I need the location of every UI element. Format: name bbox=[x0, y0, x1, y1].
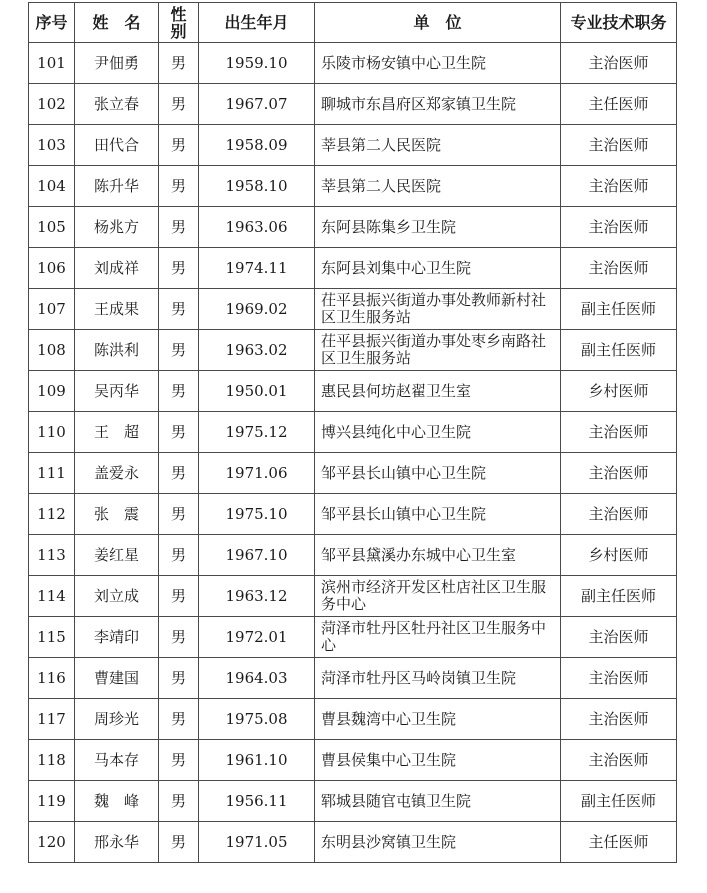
table-row bbox=[29, 699, 677, 740]
cell-gender: 男 bbox=[159, 43, 199, 84]
personnel-table-sheet bbox=[28, 2, 677, 863]
cell-unit: 曹县魏湾中心卫生院 bbox=[315, 699, 561, 740]
cell-professional-title: 副主任医师 bbox=[561, 289, 677, 330]
cell-gender: 男 bbox=[159, 289, 199, 330]
cell-name: 马本存 bbox=[75, 740, 159, 781]
table-row bbox=[29, 453, 677, 494]
cell-unit: 茌平县振兴街道办事处教师新村社区卫生服务站 bbox=[315, 289, 561, 330]
header-serial-number: 序号 bbox=[29, 3, 75, 43]
cell-birth-date: 1956.11 bbox=[199, 781, 315, 822]
cell-professional-title: 主治医师 bbox=[561, 494, 677, 535]
table-header-row bbox=[29, 3, 677, 43]
cell-serial-number: 113 bbox=[29, 535, 75, 576]
cell-gender: 男 bbox=[159, 125, 199, 166]
cell-gender: 男 bbox=[159, 330, 199, 371]
cell-serial-number: 115 bbox=[29, 617, 75, 658]
cell-unit: 博兴县纯化中心卫生院 bbox=[315, 412, 561, 453]
cell-name: 刘成祥 bbox=[75, 248, 159, 289]
cell-birth-date: 1963.02 bbox=[199, 330, 315, 371]
cell-name: 曹建国 bbox=[75, 658, 159, 699]
cell-unit: 莘县第二人民医院 bbox=[315, 125, 561, 166]
cell-birth-date: 1961.10 bbox=[199, 740, 315, 781]
cell-professional-title: 主任医师 bbox=[561, 84, 677, 125]
cell-unit: 菏泽市牡丹区马岭岗镇卫生院 bbox=[315, 658, 561, 699]
cell-name: 尹佃勇 bbox=[75, 43, 159, 84]
cell-serial-number: 112 bbox=[29, 494, 75, 535]
table-row bbox=[29, 43, 677, 84]
cell-professional-title: 主治医师 bbox=[561, 740, 677, 781]
table-row bbox=[29, 576, 677, 617]
cell-professional-title: 主治医师 bbox=[561, 43, 677, 84]
cell-name: 盖爱永 bbox=[75, 453, 159, 494]
cell-unit: 东明县沙窝镇卫生院 bbox=[315, 822, 561, 863]
cell-unit: 聊城市东昌府区郑家镇卫生院 bbox=[315, 84, 561, 125]
cell-birth-date: 1975.10 bbox=[199, 494, 315, 535]
table-row bbox=[29, 330, 677, 371]
cell-unit: 邹平县黛溪办东城中心卫生室 bbox=[315, 535, 561, 576]
cell-professional-title: 主治医师 bbox=[561, 699, 677, 740]
table-row bbox=[29, 166, 677, 207]
table-row bbox=[29, 84, 677, 125]
cell-serial-number: 101 bbox=[29, 43, 75, 84]
cell-gender: 男 bbox=[159, 740, 199, 781]
cell-serial-number: 104 bbox=[29, 166, 75, 207]
cell-birth-date: 1950.01 bbox=[199, 371, 315, 412]
table-row bbox=[29, 658, 677, 699]
cell-gender: 男 bbox=[159, 453, 199, 494]
cell-serial-number: 108 bbox=[29, 330, 75, 371]
cell-gender: 男 bbox=[159, 166, 199, 207]
cell-birth-date: 1959.10 bbox=[199, 43, 315, 84]
header-name: 姓 名 bbox=[75, 3, 159, 43]
cell-birth-date: 1975.12 bbox=[199, 412, 315, 453]
cell-unit: 曹县侯集中心卫生院 bbox=[315, 740, 561, 781]
cell-birth-date: 1975.08 bbox=[199, 699, 315, 740]
table-row bbox=[29, 740, 677, 781]
cell-unit: 东阿县陈集乡卫生院 bbox=[315, 207, 561, 248]
cell-serial-number: 114 bbox=[29, 576, 75, 617]
cell-birth-date: 1971.05 bbox=[199, 822, 315, 863]
cell-unit: 惠民县何坊赵翟卫生室 bbox=[315, 371, 561, 412]
table-row bbox=[29, 535, 677, 576]
cell-birth-date: 1958.09 bbox=[199, 125, 315, 166]
cell-gender: 男 bbox=[159, 494, 199, 535]
cell-gender: 男 bbox=[159, 576, 199, 617]
cell-serial-number: 105 bbox=[29, 207, 75, 248]
cell-name: 田代合 bbox=[75, 125, 159, 166]
cell-serial-number: 118 bbox=[29, 740, 75, 781]
cell-birth-date: 1964.03 bbox=[199, 658, 315, 699]
cell-professional-title: 主治医师 bbox=[561, 166, 677, 207]
cell-birth-date: 1974.11 bbox=[199, 248, 315, 289]
cell-serial-number: 106 bbox=[29, 248, 75, 289]
header-unit: 单 位 bbox=[315, 3, 561, 43]
cell-name: 陈升华 bbox=[75, 166, 159, 207]
cell-birth-date: 1969.02 bbox=[199, 289, 315, 330]
cell-name: 杨兆方 bbox=[75, 207, 159, 248]
cell-birth-date: 1958.10 bbox=[199, 166, 315, 207]
cell-birth-date: 1967.10 bbox=[199, 535, 315, 576]
cell-name: 李靖印 bbox=[75, 617, 159, 658]
cell-professional-title: 乡村医师 bbox=[561, 371, 677, 412]
cell-gender: 男 bbox=[159, 84, 199, 125]
cell-unit: 菏泽市牡丹区牡丹社区卫生服务中心 bbox=[315, 617, 561, 658]
header-gender: 性别 bbox=[159, 3, 199, 43]
cell-gender: 男 bbox=[159, 248, 199, 289]
cell-serial-number: 109 bbox=[29, 371, 75, 412]
cell-unit: 滨州市经济开发区杜店社区卫生服务中心 bbox=[315, 576, 561, 617]
cell-birth-date: 1967.07 bbox=[199, 84, 315, 125]
cell-serial-number: 102 bbox=[29, 84, 75, 125]
cell-gender: 男 bbox=[159, 207, 199, 248]
cell-name: 魏 峰 bbox=[75, 781, 159, 822]
cell-professional-title: 副主任医师 bbox=[561, 330, 677, 371]
cell-unit: 邹平县长山镇中心卫生院 bbox=[315, 494, 561, 535]
cell-birth-date: 1963.12 bbox=[199, 576, 315, 617]
cell-professional-title: 主治医师 bbox=[561, 412, 677, 453]
cell-serial-number: 103 bbox=[29, 125, 75, 166]
cell-name: 刘立成 bbox=[75, 576, 159, 617]
cell-name: 王 超 bbox=[75, 412, 159, 453]
cell-serial-number: 120 bbox=[29, 822, 75, 863]
cell-name: 吴丙华 bbox=[75, 371, 159, 412]
cell-unit: 茌平县振兴街道办事处枣乡南路社区卫生服务站 bbox=[315, 330, 561, 371]
cell-unit: 莘县第二人民医院 bbox=[315, 166, 561, 207]
table-row bbox=[29, 207, 677, 248]
table-row bbox=[29, 617, 677, 658]
cell-name: 张 震 bbox=[75, 494, 159, 535]
cell-professional-title: 主治医师 bbox=[561, 658, 677, 699]
table-row bbox=[29, 248, 677, 289]
cell-professional-title: 主治医师 bbox=[561, 248, 677, 289]
table-row bbox=[29, 371, 677, 412]
cell-professional-title: 乡村医师 bbox=[561, 535, 677, 576]
cell-name: 周珍光 bbox=[75, 699, 159, 740]
cell-gender: 男 bbox=[159, 412, 199, 453]
cell-name: 王成果 bbox=[75, 289, 159, 330]
cell-professional-title: 主治医师 bbox=[561, 617, 677, 658]
cell-gender: 男 bbox=[159, 371, 199, 412]
cell-name: 姜红星 bbox=[75, 535, 159, 576]
table-row bbox=[29, 822, 677, 863]
header-professional-title: 专业技术职务 bbox=[561, 3, 677, 43]
table-row bbox=[29, 289, 677, 330]
cell-name: 张立春 bbox=[75, 84, 159, 125]
cell-professional-title: 主治医师 bbox=[561, 125, 677, 166]
cell-serial-number: 110 bbox=[29, 412, 75, 453]
cell-serial-number: 107 bbox=[29, 289, 75, 330]
cell-gender: 男 bbox=[159, 658, 199, 699]
cell-name: 陈洪利 bbox=[75, 330, 159, 371]
cell-gender: 男 bbox=[159, 535, 199, 576]
cell-serial-number: 117 bbox=[29, 699, 75, 740]
cell-unit: 郓城县随官屯镇卫生院 bbox=[315, 781, 561, 822]
table-row bbox=[29, 494, 677, 535]
cell-serial-number: 116 bbox=[29, 658, 75, 699]
cell-birth-date: 1972.01 bbox=[199, 617, 315, 658]
cell-unit: 邹平县长山镇中心卫生院 bbox=[315, 453, 561, 494]
table-row bbox=[29, 125, 677, 166]
cell-serial-number: 111 bbox=[29, 453, 75, 494]
cell-professional-title: 副主任医师 bbox=[561, 781, 677, 822]
cell-professional-title: 主任医师 bbox=[561, 822, 677, 863]
cell-birth-date: 1963.06 bbox=[199, 207, 315, 248]
cell-unit: 乐陵市杨安镇中心卫生院 bbox=[315, 43, 561, 84]
cell-gender: 男 bbox=[159, 699, 199, 740]
table-body bbox=[29, 43, 677, 863]
cell-birth-date: 1971.06 bbox=[199, 453, 315, 494]
cell-unit: 东阿县刘集中心卫生院 bbox=[315, 248, 561, 289]
cell-serial-number: 119 bbox=[29, 781, 75, 822]
cell-name: 邢永华 bbox=[75, 822, 159, 863]
cell-professional-title: 副主任医师 bbox=[561, 576, 677, 617]
cell-professional-title: 主治医师 bbox=[561, 453, 677, 494]
cell-gender: 男 bbox=[159, 781, 199, 822]
header-birth-date: 出生年月 bbox=[199, 3, 315, 43]
cell-professional-title: 主治医师 bbox=[561, 207, 677, 248]
table-row bbox=[29, 781, 677, 822]
personnel-table bbox=[28, 2, 677, 863]
cell-gender: 男 bbox=[159, 822, 199, 863]
cell-gender: 男 bbox=[159, 617, 199, 658]
table-row bbox=[29, 412, 677, 453]
